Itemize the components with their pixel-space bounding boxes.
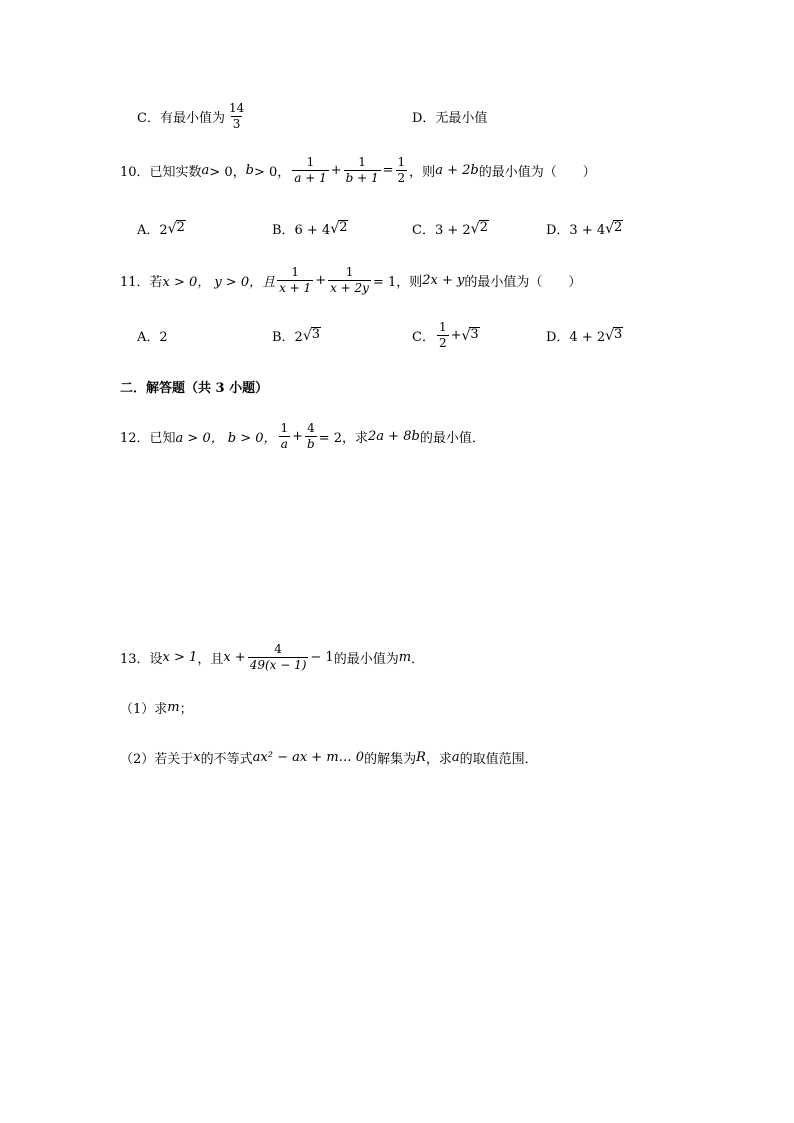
sqrt-icon: √ 2 — [470, 220, 488, 237]
q10-option-d: D．3 + 4 √ 2 — [546, 220, 623, 238]
q11-fraction-1: $\frac{1}{x + 1}$ — [279, 264, 312, 295]
q11-option-c: C． $\frac{1}{2}$ + √ 3 — [412, 319, 479, 350]
q11-option-a: A．2 — [137, 329, 168, 345]
q10-stem: 10．已知实数 a > 0， b > 0， $\frac{1}{a + 1}$ + $\frac{1}{b + 1}$ = $\frac{1}{2}$ ，则 a + 2b 的最小值为（ ） — [120, 154, 596, 185]
sqrt-icon: √ 3 — [302, 327, 321, 344]
q13-part-2: （2）若关于 x 的不等式 ax² − ax + m… 0 的解集为 R ，求 a 的取值范围． — [120, 749, 538, 767]
q12-fraction-2: $\frac{4}{b}$ — [307, 420, 315, 451]
sqrt-icon: √ 2 — [605, 220, 623, 237]
sqrt-icon: √ 3 — [461, 327, 479, 344]
q10-option-c: C．3 + 2 √ 2 — [412, 220, 488, 238]
q10-fraction-2: $\frac{1}{b + 1}$ — [345, 154, 379, 185]
q11-fraction-2: $\frac{1}{x + 2y}$ — [330, 264, 369, 295]
q9-option-c — [137, 100, 248, 132]
q10-fraction-3: $\frac{1}{2}$ — [397, 154, 406, 185]
q10-option-b: B．6 + 4 √ 2 — [272, 220, 348, 238]
q13-part-1: （1）求 m ； — [120, 699, 193, 717]
q13-stem: 13．设 x > 1 ，且 x + $\frac{4}{49(x - 1)}$ − 1 的最小值为 m ． — [120, 641, 425, 672]
q9-option-c-fraction: $\frac{14}{3}$ — [228, 100, 245, 131]
sqrt-icon: √ 3 — [605, 327, 623, 344]
q10-option-a: A．2 √ 2 — [137, 220, 185, 238]
q12-stem: 12．已知 a > 0， b > 0， $\frac{1}{a}$ + $\frac{4}{b}$ = 2，求 2a + 8b 的最小值． — [120, 420, 485, 451]
q12-fraction-1: $\frac{1}{a}$ — [280, 420, 289, 451]
q11-option-d: D．4 + 2 √ 3 — [546, 327, 623, 345]
q11-option-b: B．2 √ 3 — [272, 327, 321, 345]
q10-fraction-1: $\frac{1}{a + 1}$ — [294, 154, 327, 185]
section-title: 二．解答题（共 3 小题） — [120, 380, 269, 396]
q11-stem: 11．若 x > 0， y > 0，且 $\frac{1}{x + 1}$ + $\frac{1}{x + 2y}$ = 1，则 2x + y 的最小值为（ ） — [120, 264, 582, 295]
q9-option-d: D．无最小值 — [412, 110, 488, 126]
sqrt-icon: √ 2 — [330, 220, 348, 237]
sqrt-icon: √ 2 — [167, 220, 185, 237]
q13-fraction: $\frac{4}{49(x - 1)}$ — [249, 641, 307, 672]
q9-option-c-label: C．有最小值为 — [137, 110, 225, 126]
q11-option-c-fraction: $\frac{1}{2}$ — [438, 319, 447, 350]
